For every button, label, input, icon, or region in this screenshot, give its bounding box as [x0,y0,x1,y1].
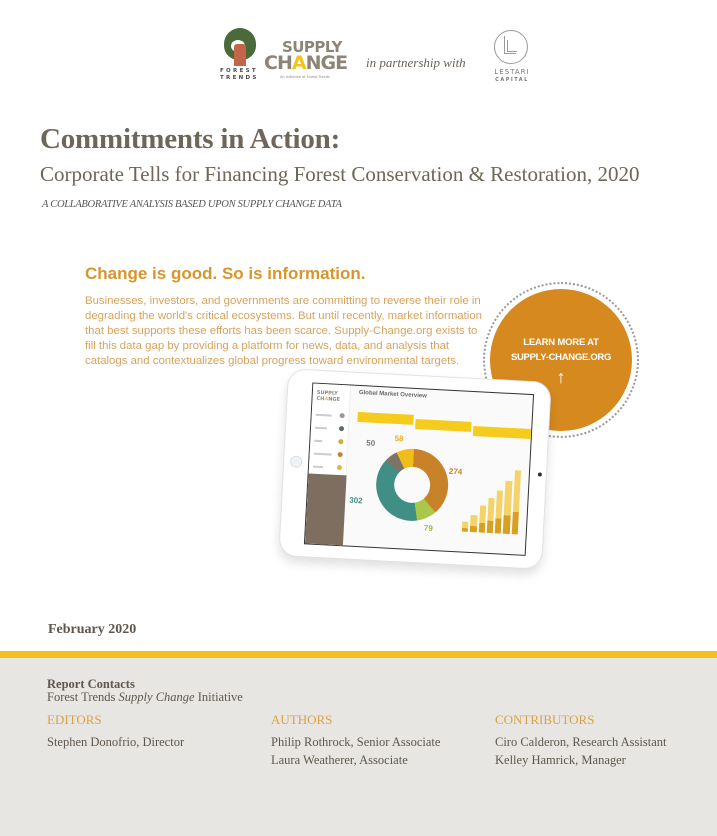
contributor-name: Ciro Calderon, Research Assistant [495,735,667,749]
report-contacts-section [0,658,717,836]
org-post: Initiative [194,690,243,704]
bar [511,470,521,535]
publication-date: February 2020 [48,622,137,637]
org-italic: Supply Change [118,690,195,704]
author-name: Philip Rothrock, Senior Associate [271,735,441,749]
nav-dot-icon [338,452,343,457]
lestari-line2: CAPITAL [495,77,529,83]
editors-column [47,712,267,751]
screen-nav-item [315,427,327,429]
screen-logo-line1: SUPPLY [316,389,339,397]
nav-dot-icon [337,465,342,470]
bar [478,506,486,533]
screen-logo-accent: A [324,396,329,403]
donut-value-58: 58 [394,433,404,444]
header-logos [220,28,540,88]
contacts-title: Report Contacts [47,677,135,691]
lestari-wordmark [490,68,534,84]
commodity-donut-chart [374,447,450,523]
promo-body: Businesses, investors, and governments are committing to reverse their role in degrading the world's critical ecosystems. But until recently, market information that best supports these efforts has been scarce. Supply-Change.org exists to fill this data gap by providing a platform for news, data, and analysis that catalogs and contextualizes global progress toward environmental targets. [85,295,483,367]
org-pre: Forest Trends [47,690,119,704]
nav-dot-icon [340,413,345,418]
screen-logo [316,390,340,403]
forest-trends-logo [220,28,260,84]
screen-sidebar-panel [305,473,347,547]
screen-title: Global Market Overview [358,389,427,400]
lestari-line1: LESTARI [494,68,530,76]
nav-dot-icon [338,439,343,444]
donut-value-79: 79 [423,523,434,534]
promo-heading: Change is good. So is information. [85,264,366,283]
screen-stat-bar [473,426,531,439]
supply-change-tagline: An Initiative of Forest Trends [280,75,330,79]
change-post: NGE [305,52,348,74]
forest-trends-line2: TRENDS [220,75,259,81]
tablet-camera [538,472,542,476]
screen-stat-bar [415,419,471,432]
contributors-heading: CONTRIBUTORS [495,712,595,727]
partnership-text: in partnership with [366,55,466,70]
growth-bar-chart [462,462,522,535]
divider-bar [0,651,717,658]
screen-nav-item [316,414,332,416]
nav-dot-icon [339,426,344,431]
lestari-l-inner-icon [507,40,517,52]
authors-column [271,712,491,769]
cta-line2: SUPPLY-CHANGE.ORG [510,352,612,363]
supply-change-word1: SUPPLY [281,38,342,56]
editor-name: Stephen Donofrio, Director [47,735,185,749]
bar [470,514,477,532]
supply-change-word2 [264,52,347,74]
supply-change-logo [264,38,348,82]
report-tagline: A COLLABORATIVE ANALYSIS BASED UPON SUPPLY CHANGE DATA [42,199,342,210]
forest-trends-line1: FOREST [220,68,258,74]
authors-heading: AUTHORS [271,712,333,727]
tree-trunk-icon [234,44,246,66]
arrow-up-icon: ↑ [556,367,566,387]
editors-heading: EDITORS [47,712,102,727]
cta-line1: LEARN MORE AT [523,337,599,348]
donut-value-302: 302 [349,495,363,506]
tablet-home-button [290,455,303,468]
report-title: Commitments in Action: [40,123,341,155]
screen-logo-pre: CH [316,395,325,403]
promo-graphic [85,258,645,588]
bar [462,521,469,532]
change-pre: CH [264,52,292,74]
screen-stat-bar [357,412,413,425]
contacts-org [47,690,243,705]
donut-value-274: 274 [448,466,463,477]
bar [487,498,495,533]
contributor-name: Kelley Hamrick, Manager [495,753,626,767]
contributors-column [495,712,715,769]
forest-trends-wordmark [220,68,262,82]
screen-nav-item [313,466,323,468]
tablet-screen [304,383,534,556]
report-subtitle: Corporate Tells for Financing Forest Conservation & Restoration, 2020 [40,162,640,186]
screen-nav-item [314,453,332,455]
author-name: Laura Weatherer, Associate [271,753,408,767]
donut-value-50: 50 [366,438,376,448]
lestari-capital-logo [490,28,534,88]
screen-logo-line2 [316,396,340,403]
screen-nav-item [314,440,322,442]
screen-sidebar [305,384,351,546]
tablet-mockup [278,368,551,570]
change-accent-a: A [291,52,306,74]
screen-logo-post: NGE [328,396,341,403]
bar [495,490,504,534]
